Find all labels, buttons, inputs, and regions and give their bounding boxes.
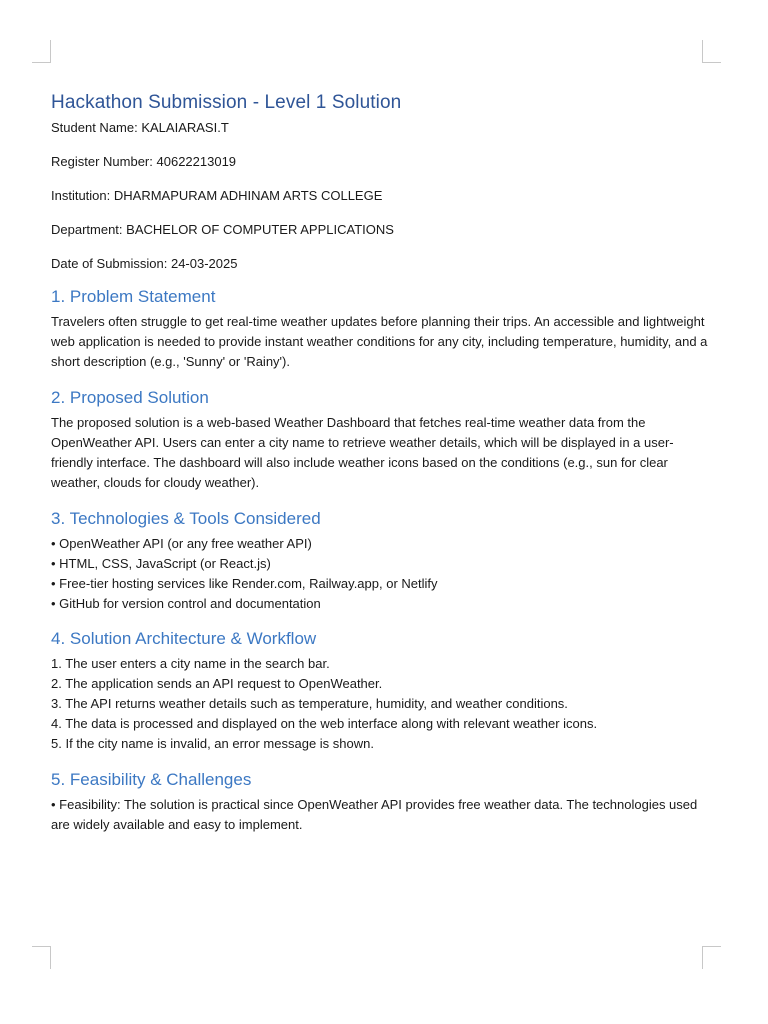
crop-mark-bottom-right	[702, 946, 721, 969]
problem-statement-text: Travelers often struggle to get real-time weather updates before planning their trips. An accessible and lightweight web application is needed to provide instant weather conditions for any city, including temperature, humidity, and a short description (e.g., 'Sunny' or 'Rainy').	[51, 314, 708, 369]
document-page	[51, 92, 711, 835]
proposed-solution-section	[51, 387, 711, 493]
student-name-line	[51, 120, 711, 136]
department-line	[51, 222, 711, 238]
list-item: • HTML, CSS, JavaScript (or React.js)	[51, 556, 271, 571]
technologies-list	[51, 534, 711, 614]
technologies-section	[51, 508, 711, 614]
submission-details	[51, 120, 711, 272]
list-item: • OpenWeather API (or any free weather API)	[51, 536, 312, 551]
workflow-step: 4. The data is processed and displayed on the web interface along with relevant weather icons.	[51, 716, 598, 731]
problem-statement-heading: 1. Problem Statement	[51, 287, 216, 306]
workflow-step: 2. The application sends an API request to OpenWeather.	[51, 676, 383, 691]
list-item: • GitHub for version control and documentation	[51, 596, 321, 611]
architecture-heading: 4. Solution Architecture & Workflow	[51, 629, 317, 648]
proposed-solution-heading: 2. Proposed Solution	[51, 388, 209, 407]
department-value: BACHELOR OF COMPUTER APPLICATIONS	[126, 222, 394, 237]
student-name-label: Student Name:	[51, 120, 138, 135]
workflow-step: 1. The user enters a city name in the search bar.	[51, 656, 330, 671]
crop-mark-bottom-left	[32, 946, 51, 969]
student-name-value: KALAIARASI.T	[141, 120, 229, 135]
document-title: Hackathon Submission - Level 1 Solution	[51, 92, 402, 113]
feasibility-heading: 5. Feasibility & Challenges	[51, 770, 252, 789]
problem-statement-section	[51, 286, 711, 372]
crop-mark-top-right	[702, 40, 721, 63]
feasibility-section	[51, 769, 711, 835]
institution-line	[51, 188, 711, 204]
register-number-line	[51, 154, 711, 170]
department-label: Department:	[51, 222, 123, 237]
crop-mark-top-left	[32, 40, 51, 63]
institution-label: Institution:	[51, 188, 111, 203]
register-number-value: 40622213019	[156, 154, 237, 169]
feasibility-text: • Feasibility: The solution is practical since OpenWeather API provides free weather data. The technologies used are widely available and easy to implement.	[51, 797, 698, 832]
submission-date-value: 24-03-2025	[170, 256, 238, 271]
submission-date-line	[51, 256, 711, 272]
institution-value: DHARMAPURAM ADHINAM ARTS COLLEGE	[113, 188, 383, 203]
list-item: • Free-tier hosting services like Render.com, Railway.app, or Netlify	[51, 576, 438, 591]
workflow-steps	[51, 654, 711, 754]
submission-date-label: Date of Submission:	[51, 256, 168, 271]
proposed-solution-text: The proposed solution is a web-based Weather Dashboard that fetches real-time weather data from the OpenWeather API. Users can enter a city name to retrieve weather details, which will be displayed in a user-friendly interface. The dashboard will also include weather icons based on the conditions (e.g., sun for clear weather, clouds for cloudy weather).	[51, 415, 674, 490]
architecture-section	[51, 628, 711, 754]
register-number-label: Register Number:	[51, 154, 153, 169]
workflow-step: 3. The API returns weather details such as temperature, humidity, and weather conditions.	[51, 696, 568, 711]
technologies-heading: 3. Technologies & Tools Considered	[51, 509, 321, 528]
workflow-step: 5. If the city name is invalid, an error message is shown.	[51, 736, 374, 751]
